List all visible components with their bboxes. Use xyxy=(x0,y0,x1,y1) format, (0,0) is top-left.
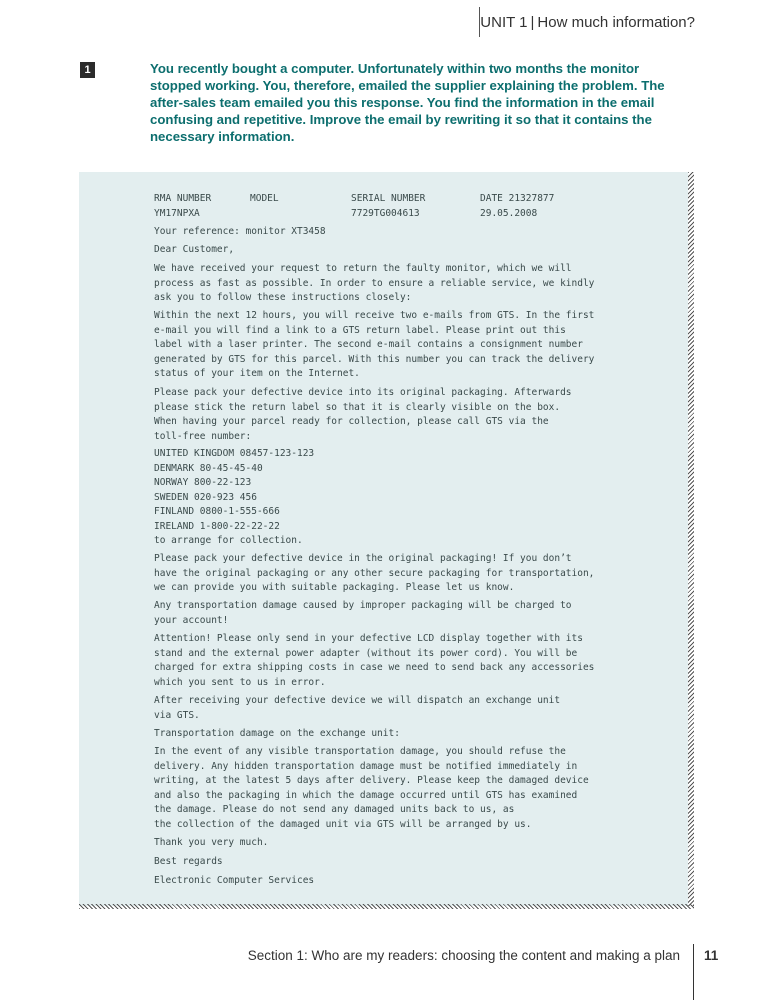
task-number-badge: 1 xyxy=(80,62,95,78)
date-label: DATE 21327877 xyxy=(480,193,555,204)
page-number: 11 xyxy=(704,948,719,963)
paragraph-6: Attention! Please only send in your defective LCD display together with its stand and the external power adapter (without its power cord). You will be charged for extra shipping costs in case we need to send back any accessories which you sent to us in error. xyxy=(154,633,595,688)
rma-value: YM17NPXA xyxy=(154,208,200,219)
closing-line: Best regards xyxy=(154,856,223,867)
paragraph-7: After receiving your defective device we will dispatch an exchange unit via GTS. xyxy=(154,695,561,721)
serial-label: SERIAL NUMBER xyxy=(351,193,426,204)
paragraph-1: We have received your request to return the faulty monitor, which we will process as fast as possible. In order to ensure a reliable service, we kindly ask you to follow these instructions closely: xyxy=(154,263,595,303)
panel-edge-right xyxy=(688,172,694,906)
signature: Electronic Computer Services xyxy=(154,875,315,886)
panel-edge-bottom xyxy=(79,904,694,909)
thanks-line: Thank you very much. xyxy=(154,837,269,848)
paragraph-2: Within the next 12 hours, you will receive two e-mails from GTS. In the first e-mail you will find a link to a GTS return label. Please print out this label with a laser printer. The second e-mail contains a consignment number generated by GTS for this parcel. With this number you can track the delivery status of your item on the Internet. xyxy=(154,310,595,379)
paragraph-9: In the event of any visible transportation damage, you should refuse the delivery. Any hidden transportation damage must be notified immediately in writing, at the latest 5 days after delivery. Please keep the damaged device and also the packaging in which the damage occurred until GTS has examined the damage. Please do not send any damaged units back to us, as the collection of the damaged unit via GTS will be arranged by us. xyxy=(154,746,589,830)
paragraph-4: Please pack your defective device in the original packaging! If you don’t have the original packaging or any other secure packaging for transportation, we can provide you with suitable packaging. Please let us know. xyxy=(154,553,595,593)
unit-title: How much information? xyxy=(537,14,695,31)
paragraph-3: Please pack your defective device into its original packaging. Afterwards please stick the return label so that it is clearly visible on the box. When having your parcel ready for collection, please call GTS via the toll-free number: xyxy=(154,387,572,442)
greeting: Dear Customer, xyxy=(154,244,235,255)
rma-label: RMA NUMBER xyxy=(154,193,212,204)
task-instruction: You recently bought a computer. Unfortunately within two months the monitor stopped working. You, therefore, emailed the supplier explaining the problem. The after-sales team emailed you this response. You find the information in the email confusing and repetitive. Improve the email by rewriting it so that it contains the necessary information. xyxy=(150,61,665,144)
page-header: UNIT 1 | How much information? xyxy=(480,14,695,31)
date-value: 29.05.2008 xyxy=(480,208,538,219)
paragraph-5: Any transportation damage caused by improper packaging will be charged to your account! xyxy=(154,600,572,626)
footer-section-title: Section 1: Who are my readers: choosing the content and making a plan xyxy=(247,948,680,963)
model-label: MODEL xyxy=(250,193,279,204)
phone-list: UNITED KINGDOM 08457-123-123 DENMARK 80-45-45-40 NORWAY 800-22-123 SWEDEN 020-923 456 FINLAND 0800-1-555-666 IRELAND 1-800-22-22-22 to arrange for collection. xyxy=(154,448,315,546)
reference-line: Your reference: monitor XT3458 xyxy=(154,226,326,237)
serial-value: 7729TG004613 xyxy=(351,208,420,219)
unit-label: UNIT 1 xyxy=(480,14,528,31)
footer-divider xyxy=(693,944,694,1000)
paragraph-8: Transportation damage on the exchange unit: xyxy=(154,728,400,739)
